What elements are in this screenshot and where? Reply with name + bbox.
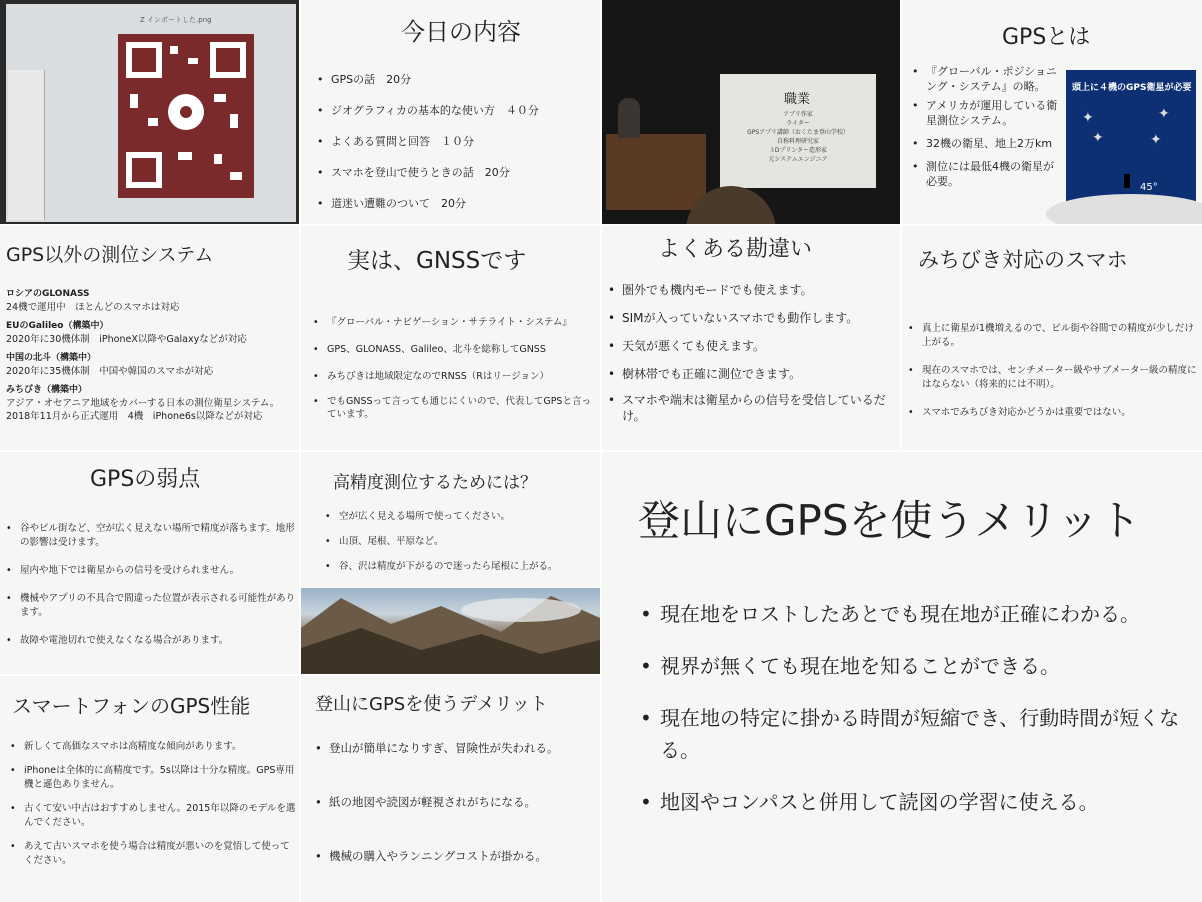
satellite-icon: ✦ <box>1092 130 1104 146</box>
precision-list: • 空が広く見える場所で使ってください。 • 山頂、尾根、平原など。 • 谷、沢は精度が下がるので迷ったら尾根に上がる。 <box>323 510 593 573</box>
screen-lines: アプリ作家 ライター GPSアプリ講師（おくたま登山学校） 自称料理研究家 ３Dプリンター造形家 元システムエンジニア <box>747 111 849 163</box>
michibiki-list: • 真上に衛星が1機増えるので、ビル街や谷間での精度が少しだけ上がる。 • 現在のスマホでは、センチメーター級やサブメーター級の精度にはならない（将来的には不明）。 • スマホでみちびき対応かどうかは重要ではない。 <box>906 322 1198 420</box>
slide-other-systems <box>0 226 299 450</box>
angle-label: 45° <box>1140 182 1158 193</box>
speaker <box>618 98 640 138</box>
mountain-svg <box>301 588 600 674</box>
projection-screen <box>720 74 876 188</box>
weakness-list: • 谷やビル街など、空が広く見えない場所で精度が落ちます。地形の影響は受けます。 • 屋内や地下では衛星からの信号を受けられません。 • 機械やアプリの不具合で間違った位置が表示される可能性があります。 • 故障や電池切れで使えなくなる場合があります。 <box>4 522 296 648</box>
slide-demerits <box>301 676 600 902</box>
slide-title: よくある勘違い <box>658 237 813 262</box>
slide-agenda <box>301 0 600 224</box>
qr-code <box>118 34 254 198</box>
screen-title: 職業 <box>784 92 811 107</box>
slide-title: GPSの弱点 <box>90 467 201 492</box>
podium <box>606 134 706 210</box>
slide-what-is-gps <box>902 0 1202 224</box>
slide-merits <box>602 452 1202 902</box>
diagram-caption: 頭上に４機のGPS衛星が必要 <box>1072 83 1192 93</box>
slide-title: 登山にGPSを使うメリット <box>638 496 1141 545</box>
slide-title: GPSとは <box>1002 25 1091 50</box>
satellite-icon: ✦ <box>1158 106 1170 122</box>
slide-gnss <box>301 226 600 450</box>
agenda-item: • ジオグラフィカの基本的な使い方 ４０分 <box>315 103 539 118</box>
system-head: 中国の北斗（構築中） <box>6 353 97 363</box>
system-head: みちびき（構築中） <box>6 385 88 395</box>
merit-list: • 現在地をロストしたあとでも現在地が正確にわかる。 • 視界が無くても現在地を知ることができる。 • 現在地の特定に掛かる時間が短縮でき、行動時間が短くなる。 • 地図やコンパスと併用して読図の学習に使える。 <box>638 598 1186 818</box>
slide-high-precision <box>301 452 600 674</box>
slide-title: GPS以外の測位システム <box>6 244 214 266</box>
slide-gps-weaknesses <box>0 452 299 674</box>
agenda-item: • スマホを登山で使うときの話 20分 <box>315 165 539 180</box>
slide-qr-photo <box>0 0 299 224</box>
misconception-list: • 圏外でも機内モードでも使えます。 • SIMが入っていないスマホでも動作します。 • 天気が悪くても使えます。 • 樹林帯でも正確に測位できます。 • スマホや端末は衛星からの信号を受信しているだけ。 <box>606 282 896 424</box>
earth-arc <box>1046 194 1202 224</box>
slide-smartphone-gps <box>0 676 299 902</box>
systems-list: ロシアのGLONASS 24機で運用中 ほとんどのスマホは対応 EUのGalileo（構築中） 2020年に30機体制 iPhoneX以降やGalaxyなどが対応 中国の北斗（構築中） 2020年に35機体制 中国や韓国のスマホが対応 みちびき（構築中） アジア・オセアニア地域をカバーする日本の測位衛星システム。 2018年11月から正式運用 4機 iPhone6s以降などが対応 <box>6 288 298 423</box>
satellite-icon: ✦ <box>1150 132 1162 148</box>
window-title: Z インポートした.png <box>140 16 212 24</box>
person-icon <box>1124 174 1130 188</box>
agenda-item: • よくある質問と回答 １０分 <box>315 134 539 149</box>
slide-title: スマートフォンのGPS性能 <box>12 694 251 718</box>
agenda-item: • 道迷い遭難のついて 20分 <box>315 196 539 211</box>
mountain-photo <box>301 588 600 674</box>
demerit-list: • 登山が簡単になりすぎ、冒険性が失われる。 • 紙の地図や読図が軽視されがちになる。 • 機械の購入やランニングコストが掛かる。 <box>313 740 597 864</box>
agenda-item: • GPSの話 20分 <box>315 72 539 87</box>
slide-title: 登山にGPSを使うデメリット <box>315 694 548 715</box>
slide-speaker-photo <box>602 0 900 224</box>
system-head: EUのGalileo（構築中） <box>6 321 109 331</box>
agenda-list <box>315 72 539 211</box>
gnss-list: • 『グローバル・ナビゲーション・サテライト・システム』 • GPS、GLONASS、Galileo、北斗を総称してGNSS • みちびきは地域限定なのでRNSS（Rはリージョン） • でもGNSSって言っても通じにくいので、代表してGPSと言っています。 <box>311 316 597 421</box>
thumbnail-sidebar <box>8 70 45 220</box>
slide-title: みちびき対応のスマホ <box>918 248 1128 272</box>
satellite-diagram <box>1066 70 1196 208</box>
satellite-icon: ✦ <box>1082 110 1094 126</box>
slide-misconceptions <box>602 226 900 450</box>
slide-title: 今日の内容 <box>401 18 521 46</box>
system-head: ロシアのGLONASS <box>6 289 90 299</box>
smartphone-list: • 新しくて高価なスマホは高精度な傾向があります。 • iPhoneは全体的に高精度です。5s以降は十分な精度。GPS専用機と遜色ありません。 • 古くて安い中古はおすすめしません。2015年以降のモデルを選んでください。 • あえて古いスマホを使う場合は精度が悪いのを覚悟して使ってください。 <box>8 740 296 868</box>
slide-title: 実は、GNSSです <box>347 248 527 274</box>
slide-title: 高精度測位するためには？ <box>333 473 537 493</box>
slide-michibiki-phones <box>902 226 1202 450</box>
gps-list: • 『グローバル・ポジショニング・システム』の略。 • アメリカが運用している衛星測位システム。 • 32機の衛星、地上2万km • 測位には最低4機の衛星が必要。 <box>910 64 1060 189</box>
